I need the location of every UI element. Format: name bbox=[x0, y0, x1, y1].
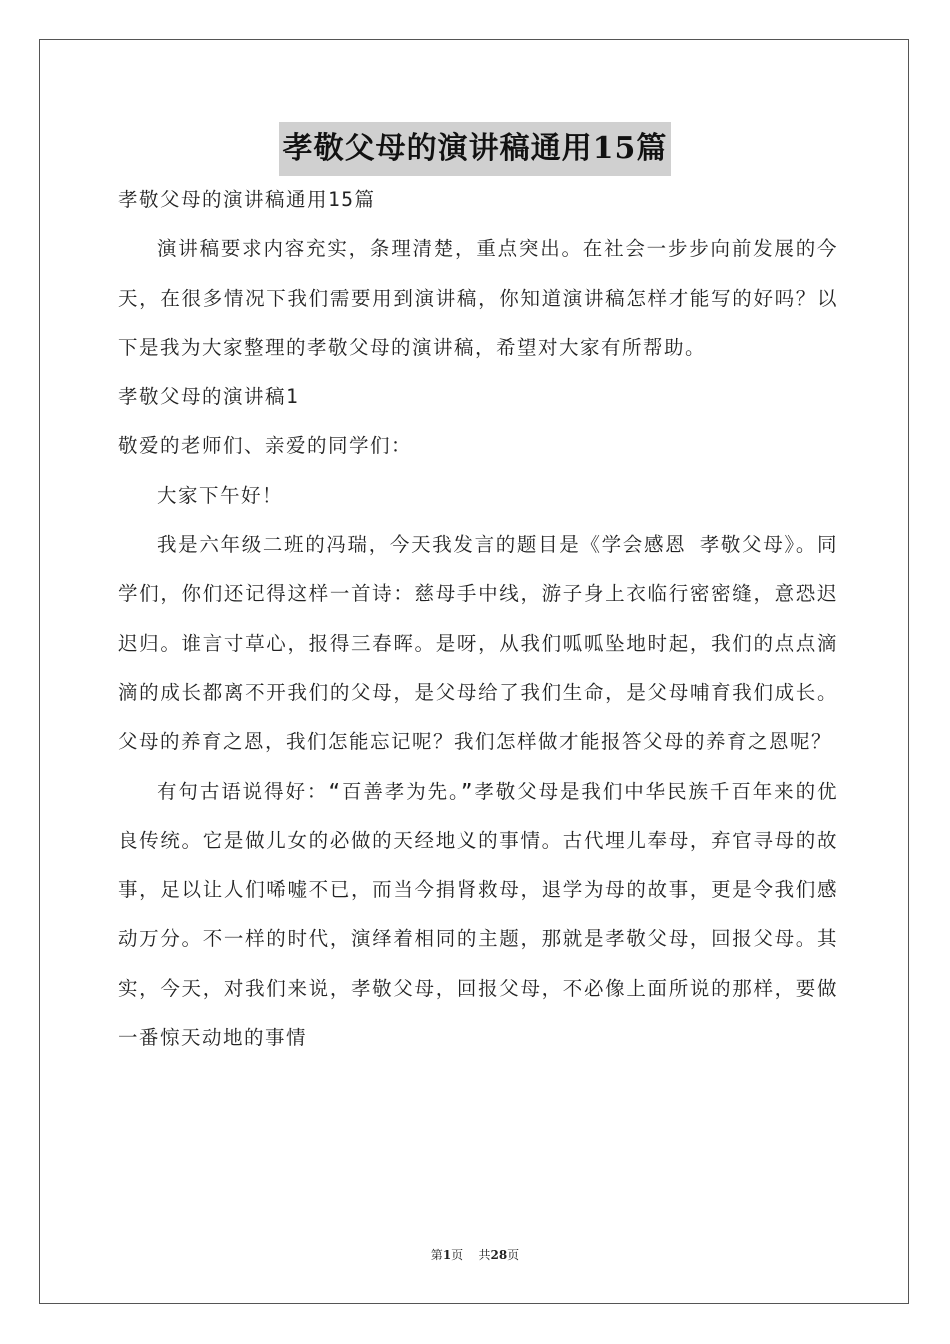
paragraph-intro: 演讲稿要求内容充实，条理清楚，重点突出。在社会一步步向前发展的今天，在很多情况下我们需要用到演讲稿，你知道演讲稿怎样才能写的好吗？以下是我为大家整理的孝敬父母的演讲稿，希望对大家有所帮助。 bbox=[118, 237, 838, 359]
document-title: 孝敬父母的演讲稿通用15篇 bbox=[279, 122, 672, 176]
section-heading: 孝敬父母的演讲稿1 bbox=[118, 385, 300, 409]
page-number: 1 bbox=[442, 1248, 452, 1262]
document-subtitle: 孝敬父母的演讲稿通用15篇 bbox=[118, 188, 376, 211]
page-footer bbox=[0, 1246, 950, 1263]
total-prefix: 共 bbox=[478, 1248, 491, 1262]
page-prefix: 第 bbox=[430, 1248, 443, 1262]
paragraph-body-2: 有句古语说得好：“百善孝为先。”孝敬父母是我们中华民族千百年来的优良传统。它是做儿女的必做的天经地义的事情。古代埋儿奉母，弃官寻母的故事，足以让人们唏嘘不已，而当今捐肾救母，退学为母的故事，更是令我们感动万分。不一样的时代，演绎着相同的主题，那就是孝敬父母，回报父母。其实，今天，对我们来说，孝敬父母，回报父母，不必像上面所说的那样，要做一番惊天动地的事情 bbox=[118, 779, 838, 1050]
total-suffix: 页 bbox=[507, 1248, 520, 1262]
page-suffix: 页 bbox=[451, 1248, 464, 1262]
greeting: 大家下午好！ bbox=[157, 483, 284, 507]
total-pages: 28 bbox=[490, 1248, 508, 1262]
paragraph-body-1: 我是六年级二班的冯瑞，今天我发言的题目是《学会感恩 孝敬父母》。同学们，你们还记得这样一首诗：慈母手中线，游子身上衣临行密密缝，意恐迟迟归。谁言寸草心，报得三春晖。是呀，从我们呱呱坠地时起，我们的点点滴滴的成长都离不开我们的父母，是父母给了我们生命，是父母哺育我们成长。父母的养育之恩，我们怎能忘记呢？我们怎样做才能报答父母的养育之恩呢？ bbox=[118, 533, 838, 754]
document-body bbox=[118, 175, 838, 1062]
title-container bbox=[0, 122, 950, 176]
salutation: 敬爱的老师们、亲爱的同学们： bbox=[118, 434, 413, 458]
